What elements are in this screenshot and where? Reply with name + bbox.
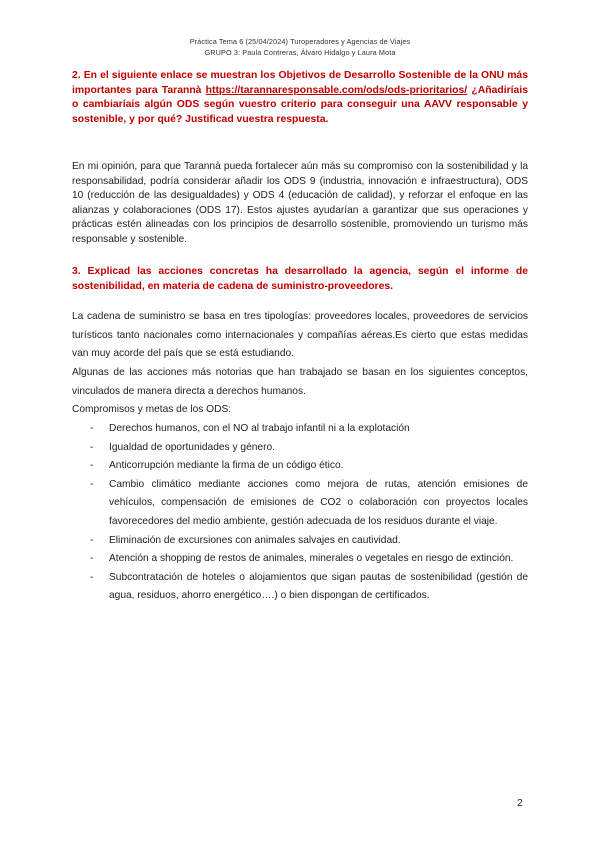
question-2-text: 2. En el siguiente enlace se muestran los Objetivos de Desarrollo Sostenible de la ONU más importantes para Tarannà	[72, 70, 528, 96]
list-item	[72, 476, 528, 532]
page-number: 2	[517, 797, 523, 809]
list-item-text: Atención a shopping de restos de animales, minerales o vegetales en riesgo de extinción.	[109, 553, 514, 565]
ods-link[interactable]: https://tarannaresponsable.com/ods/ods-prioritarios/	[205, 84, 468, 96]
page-header	[0, 37, 600, 58]
list-item-text: Subcontratación de hoteles o alojamientos que sigan pautas de sostenibilidad (gestión de agua, residuos, ahorro energético….) o bien dispongan de certificados.	[109, 571, 528, 602]
list-item	[72, 457, 528, 476]
answer-3-paragraph-1: La cadena de suministro se basa en tres tipologías: proveedores locales, proveedores de servicios turísticos tanto nacionales como internacionales y compañías aéreas.Es cierto que estas medidas van muy acorde del país que se está estudiando.	[72, 311, 528, 360]
dash-bullet: -	[90, 553, 94, 565]
dash-bullet: -	[90, 423, 94, 434]
question-2-text-end: ¿Añadiríais o cambiaríais algún ODS según vuestro criterio para conseguir una AAVV responsable y sostenible, y por qué? Justificad vuestra respuesta.	[72, 84, 528, 125]
dash-bullet: -	[90, 441, 94, 453]
dash-bullet: -	[90, 534, 94, 546]
list-item	[72, 420, 528, 439]
answer-3-paragraph-2: Algunas de las acciones más notorias que han trabajado se basan en los siguientes conceptos, vinculados de manera directa a derechos humanos.	[72, 367, 528, 397]
list-item-text: Anticorrupción mediante la firma de un código ético.	[109, 460, 344, 472]
list-item	[72, 569, 528, 606]
list-item-text: Eliminación de excursiones con animales salvajes en cautividad.	[109, 534, 401, 546]
list-item-text: Derechos humanos, con el NO al trabajo infantil ni a la explotación	[109, 423, 410, 434]
header-line-1: Práctica Tema 6 (25/04/2024) Turoperadores y Agencias de Viajes	[189, 37, 411, 46]
dash-bullet: -	[90, 571, 94, 583]
list-item-text: Igualdad de oportunidades y género.	[109, 441, 275, 453]
answer-2-paragraph: En mi opinión, para que Tarannà pueda fortalecer aún más su compromiso con la sostenibilidad y la responsabilidad, podría considerar añadir los ODS 9 (industria, innovación e infraestructura), ODS 10 (reducción de las desigualdades) y ODS 4 (educación de calidad), y reforzar el enfoque en las alianzas y colaboraciones (ODS 17). Estos ajustes ayudarían a garantizar que sus operaciones y prácticas estén alineadas con los principios de desarrollo sostenible, promoviendo un turismo más responsable y sostenible.	[72, 161, 528, 245]
dash-bullet: -	[90, 460, 94, 472]
answer-3-paragraph-3: Compromisos y metas de los ODS:	[72, 404, 232, 415]
ods-commitments-list	[72, 420, 528, 606]
list-item	[72, 439, 528, 458]
question-3: 3. Explicad las acciones concretas ha desarrollado la agencia, según el informe de sostenibilidad, en materia de cadena de suministro-proveedores.	[72, 266, 528, 292]
dash-bullet: -	[90, 478, 94, 490]
question-2	[72, 69, 528, 127]
list-item-text: Cambio climático mediante acciones como mejora de rutas, atención emisiones de vehículos, compensación de emisiones de CO2 o colaboración con proyectos locales favorecedores del medio ambiente, gestión adecuada de los residuos durante el viaje.	[109, 478, 528, 527]
list-item	[72, 532, 528, 551]
list-item	[72, 550, 528, 569]
header-line-2: GRUPO 3: Paula Contreras, Álvaro Hidalgo y Laura Mota	[204, 47, 396, 57]
